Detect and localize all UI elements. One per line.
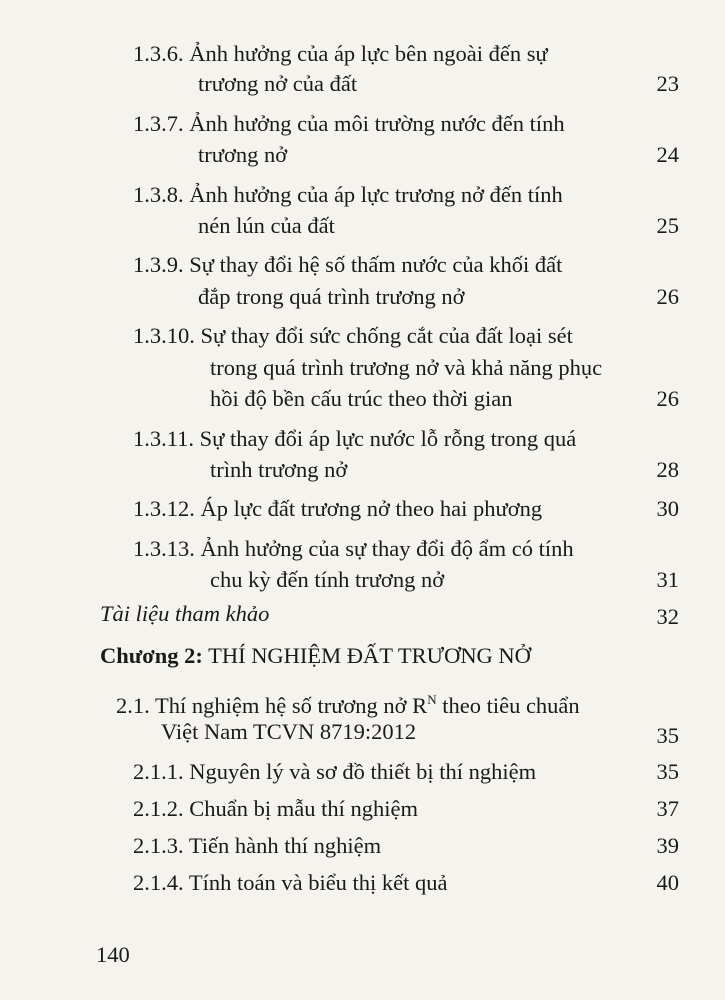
chapter-2-label: Chương 2: xyxy=(100,643,203,668)
toc-page-1-3-12: 30 xyxy=(656,496,679,521)
toc-entry-2-1-3: 2.1.3. Tiến hành thí nghiệm xyxy=(133,833,382,858)
toc-entry-2-1-text-b: theo tiêu chuẩn xyxy=(436,693,580,718)
toc-entry-1-3-11-line2: trình trương nở xyxy=(210,457,348,482)
toc-page-references: 32 xyxy=(656,604,679,629)
toc-entry-2-1-superscript: N xyxy=(427,692,437,707)
toc-entry-2-1-line2: Việt Nam TCVN 8719:2012 xyxy=(161,719,417,744)
toc-entry-2-1-2: 2.1.2. Chuẩn bị mẫu thí nghiệm xyxy=(133,796,418,821)
toc-entry-1-3-9-line2: đắp trong quá trình trương nở xyxy=(198,284,465,309)
toc-page-2-1-3: 39 xyxy=(656,833,679,858)
toc-page-1-3-11: 28 xyxy=(656,457,679,482)
toc-entry-1-3-12-line1: 1.3.12. Áp lực đất trương nở theo hai phương xyxy=(133,496,543,521)
toc-references: Tài liệu tham khảo xyxy=(100,601,270,626)
toc-entry-1-3-11-line1: 1.3.11. Sự thay đổi áp lực nước lỗ rỗng trong quá xyxy=(133,426,577,451)
toc-entry-2-1-1: 2.1.1. Nguyên lý và sơ đồ thiết bị thí nghiệm xyxy=(133,759,537,784)
toc-page-1-3-6: 23 xyxy=(656,71,679,96)
toc-entry-1-3-10-line1: 1.3.10. Sự thay đổi sức chống cắt của đất loại sét xyxy=(133,323,573,348)
toc-page-2-1-4: 40 xyxy=(656,870,679,895)
page-number: 140 xyxy=(96,942,130,967)
toc-page-1-3-8: 25 xyxy=(656,213,679,238)
toc-entry-1-3-13-line2: chu kỳ đến tính trương nở xyxy=(210,567,445,592)
toc-entry-1-3-8-line1: 1.3.8. Ảnh hưởng của áp lực trương nở đến tính xyxy=(133,182,563,207)
toc-entry-1-3-6-line1: 1.3.6. Ảnh hưởng của áp lực bên ngoài đến sự xyxy=(133,41,548,66)
toc-entry-1-3-7-line2: trương nở xyxy=(198,142,288,167)
toc-entry-1-3-13-line1: 1.3.13. Ảnh hưởng của sự thay đổi độ ẩm có tính xyxy=(133,536,574,561)
toc-page-2-1-2: 37 xyxy=(656,796,679,821)
toc-page-1-3-7: 24 xyxy=(656,142,679,167)
toc-page-1-3-9: 26 xyxy=(656,284,679,309)
toc-entry-1-3-6-line2: trương nở của đất xyxy=(198,71,358,96)
chapter-2-heading xyxy=(100,642,531,670)
toc-page-1-3-13: 31 xyxy=(656,567,679,592)
toc-entry-1-3-10-line3: hồi độ bền cấu trúc theo thời gian xyxy=(210,386,513,411)
toc-page-1-3-10: 26 xyxy=(656,386,679,411)
toc-entry-1-3-9-line1: 1.3.9. Sự thay đổi hệ số thấm nước của khối đất xyxy=(133,252,563,277)
toc-page-2-1: 35 xyxy=(656,723,679,748)
toc-page-2-1-1: 35 xyxy=(656,759,679,784)
chapter-2-title: THÍ NGHIỆM ĐẤT TRƯƠNG NỞ xyxy=(208,643,531,668)
toc-entry-1-3-8-line2: nén lún của đất xyxy=(198,213,335,238)
toc-entry-1-3-10-line2: trong quá trình trương nở và khả năng phục xyxy=(210,355,603,380)
toc-entry-2-1-4: 2.1.4. Tính toán và biểu thị kết quả xyxy=(133,870,448,895)
toc-entry-2-1-text-a: 2.1. Thí nghiệm hệ số trương nở R xyxy=(116,693,428,718)
toc-entry-2-1-line1 xyxy=(116,686,580,720)
toc-entry-1-3-7-line1: 1.3.7. Ảnh hưởng của môi trường nước đến tính xyxy=(133,111,565,136)
